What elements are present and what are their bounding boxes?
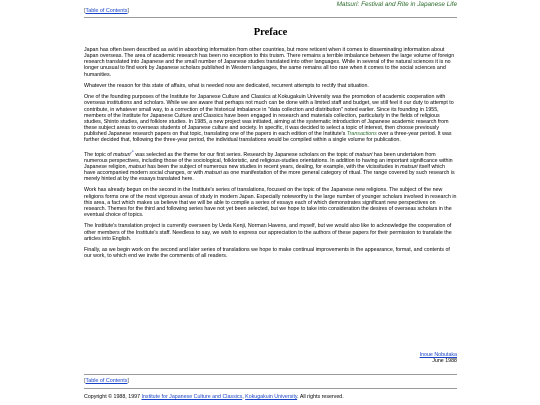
rights-text: . All rights reserved.	[297, 394, 344, 400]
paragraph-4	[84, 149, 457, 183]
toc-top: [Table of Contents]	[84, 8, 129, 14]
matsuri-term-2: matsuri	[355, 151, 373, 158]
matsuri-term-4: matsuri	[400, 163, 418, 170]
paragraph-4-text-e: itself which have accompanied modern social changes, or with	[84, 163, 445, 176]
toc-link-top[interactable]: Table of Contents	[85, 8, 128, 14]
paragraph-3	[84, 94, 457, 143]
author-link[interactable]: Inoue Nobutaka	[419, 352, 457, 358]
site-title: Matsuri: Festival and Rite in Japanese Life	[336, 1, 457, 8]
copyright-footer	[84, 394, 344, 400]
paragraph-4-text-a: The topic of	[84, 151, 114, 158]
preface-body	[84, 47, 457, 265]
toc-link-bottom[interactable]: Table of Contents	[85, 378, 128, 384]
transactions-link[interactable]: Transactions	[346, 131, 377, 138]
paragraph-6: The Institute's translation project is currently overseen by Ueda Kenji, Norman Havens, and myself, but we would also like to acknowledge the cooperation of other members of the Institute's staff. Needless to say, we wish to express our appreciation to the authors of these papers for their permission to translate the articles into English.	[84, 223, 452, 242]
toc-bottom: [Table of Contents]	[84, 378, 129, 384]
matsuri-term-5: matsuri	[204, 169, 222, 176]
paragraph-3-text-b: over a three-year period. It was further decided that, following the three-year period, the individual translations would be compiled within a single volume for publication.	[84, 131, 452, 144]
footnote-icon[interactable]: ↗	[130, 148, 134, 154]
signature-date: June 1988	[432, 358, 457, 365]
paragraph-4-text-f: as one manifestation of the more general category of ritual. The range covered by such research is merely hinted at by the essays translated here.	[84, 169, 455, 183]
paragraph-7: Finally, as we begin work on the second and later series of translations we hope to make continual improvements in the appearance, format, and contents of our work, to which end we invite the comments of all readers.	[84, 247, 450, 260]
footer-separator: ,	[242, 394, 246, 400]
paragraph-4-text-c: has been undertaken from numerous perspectives, including those of the sociological, folkloristic, and religious-studies orientations. In addition to having an important significance within Japanese religion,	[84, 151, 453, 170]
footer-divider	[84, 388, 457, 389]
page-title: Preface	[253, 27, 288, 38]
paragraph-5: Work has already begun on the second in the Institute's series of translations, focused on the topic of the Japanese new religions. The subject of the new religions forms one of the most vigorous areas of study in modern Japan. Especially noteworthy is the large number of younger scholars involved in research in this area, a fact which makes us believe that we will be able to compile a series of essays each of which demonstrates significant new perspectives on research. Themes for the third and following series have not yet been selected, but we hope to take into consideration the desires of overseas scholars in the eventual choice of topics.	[84, 187, 457, 219]
signature-block	[420, 352, 457, 364]
matsuri-term-1: matsuri	[113, 151, 131, 158]
bottom-divider	[84, 374, 457, 375]
university-link[interactable]: Kokugakuin University	[245, 394, 298, 400]
top-divider	[84, 17, 457, 18]
copyright-text: Copyright © 1988, 1997	[84, 394, 142, 400]
paragraph-2: Whatever the reason for this state of affairs, what is needed now are dedicated, recurrent attempts to rectify that situation.	[84, 82, 369, 89]
paragraph-1: Japan has often been described as avid in absorbing information from other countries, but more reticent when it comes to disseminating information about Japan overseas. The area of academic research has been no exception to this truism. There remains a terrible imbalance between the large volume of foreign research translated into Japanese and the small number of Japanese studies translated into other languages. While in several of the natural sciences it is no longer unusual to find work by Japanese scholars published in Western languages, the same remains all too rare when it comes to the social sciences and humanities.	[84, 47, 455, 78]
institute-link[interactable]: Institute for Japanese Culture and Classics	[141, 394, 243, 400]
paragraph-3-text-a: One of the founding purposes of the Institute for Japanese Culture and Classics at Kokugakuin University was the promotion of academic cooperation with overseas institutions and scholars. While we are aware that perhaps not much can be done with a limited staff and budget, we still feel it our duty to attempt to contribute, in whatever small way, to a correction of the historical imbalance in "data collection and distribution" noted earlier. Since its founding in 1955, members of the Institute for Japanese Culture and Classics have been engaged in research and materials collection, particularly in the fields of religious studies, Shinto studies, and folklore studies. In 1985, a new project was initiated, aiming at the systematic introduction of Japanese academic research from these subject areas to overseas students of Japanese culture and society. In specific, it was decided to select a topic of interest, then choose previously published Japanese research papers on that topic, translating one of the papers in each edition of the Institute's	[84, 94, 454, 138]
paragraph-4-text-d: has been the subject of numerous new studies in recent years, dealing, for example, with the vicissitudes in	[145, 163, 401, 170]
matsuri-term-3: matsuri	[128, 163, 146, 170]
paragraph-4-text-b: was selected as the theme for our first series. Research by Japanese scholars on the topic of	[133, 151, 355, 158]
